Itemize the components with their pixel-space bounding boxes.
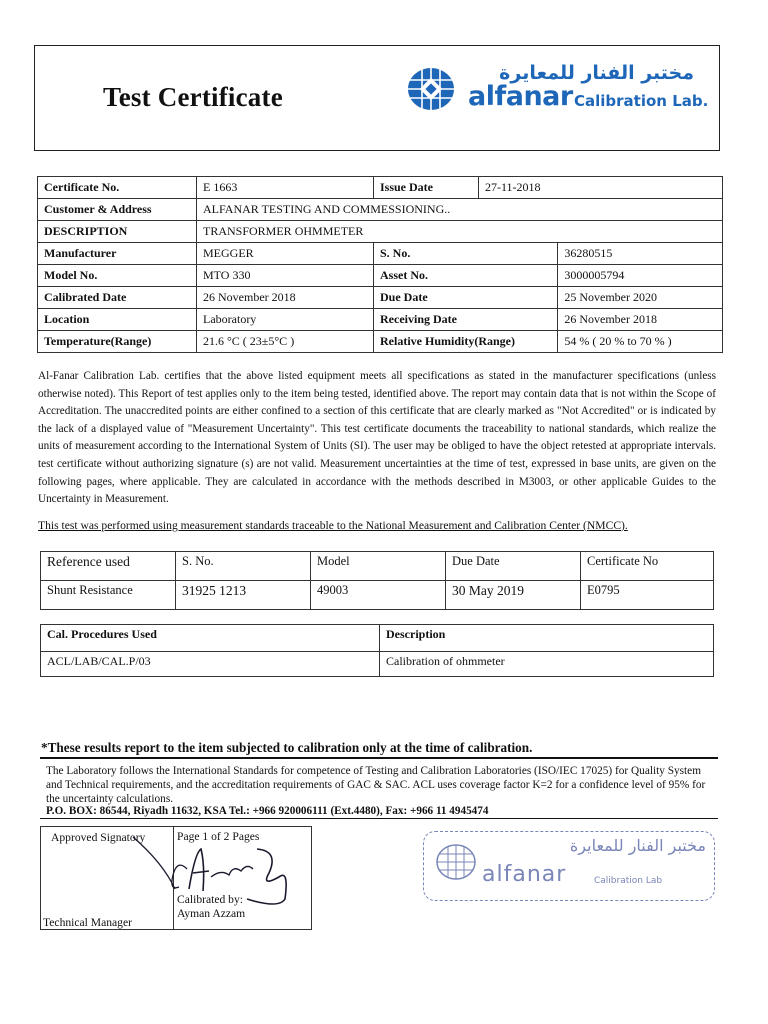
table-row (41, 581, 714, 610)
cell-value: Laboratory (197, 309, 374, 331)
laboratory-statement: The Laboratory follows the International Standards for competence of Testing and Calibration Laboratories (ISO/IEC 17025) for Quality System and Technical requirements, and the accreditation requirements of GAC & SAC. ACL uses coverage factor K=2 for a confidence level of 95% for the uncertainty calculations. (46, 765, 706, 805)
table-row (38, 243, 723, 265)
table-row (38, 331, 723, 353)
cell-label: Asset No. (374, 265, 558, 287)
column-header: Certificate No (581, 552, 714, 581)
table-row (38, 287, 723, 309)
table-row (38, 199, 723, 221)
column-header: Description (380, 625, 714, 652)
cell-value: 27-11-2018 (479, 177, 723, 199)
signature-box (40, 826, 312, 930)
table-cell: 31925 1213 (176, 581, 311, 610)
alfanar-logo (404, 62, 709, 114)
table-cell: 49003 (311, 581, 446, 610)
cell-label: Temperature(Range) (38, 331, 197, 353)
cell-value: 3000005794 (558, 265, 723, 287)
cell-label: Customer & Address (38, 199, 197, 221)
globe-icon (406, 66, 456, 112)
cell-value: 25 November 2020 (558, 287, 723, 309)
technical-manager-label: Technical Manager (43, 916, 132, 929)
stamp-sub: Calibration Lab (594, 876, 663, 886)
logo-arabic-text: مختبر الفنار للمعايرة (499, 62, 694, 84)
cell-label: Receiving Date (374, 309, 558, 331)
cell-value: 26 November 2018 (197, 287, 374, 309)
procedures-table (40, 624, 714, 677)
table-cell: ACL/LAB/CAL.P/03 (41, 652, 380, 677)
table-row (38, 309, 723, 331)
page-title: Test Certificate (103, 82, 283, 112)
table-row (38, 177, 723, 199)
column-header: S. No. (176, 552, 311, 581)
table-cell: 30 May 2019 (446, 581, 581, 610)
cell-value: 26 November 2018 (558, 309, 723, 331)
table-cell: Shunt Resistance (41, 581, 176, 610)
stamp-globe-icon (434, 842, 478, 882)
cell-label: DESCRIPTION (38, 221, 197, 243)
cell-label: Calibrated Date (38, 287, 197, 309)
table-cell: E0795 (581, 581, 714, 610)
cell-label: S. No. (374, 243, 558, 265)
column-header: Due Date (446, 552, 581, 581)
calibration-notice: *These results report to the item subjected to calibration only at the time of calibration. (41, 740, 533, 755)
cell-value: 36280515 (558, 243, 723, 265)
table-row (38, 221, 723, 243)
contact-address: P.O. BOX: 86544, Riyadh 11632, KSA Tel.: +966 920006111 (Ext.4480), Fax: +966 11 4945474 (46, 805, 489, 817)
approved-signatory-label: Approved Signatory (51, 831, 146, 844)
cell-label: Manufacturer (38, 243, 197, 265)
table-header-row (41, 625, 714, 652)
logo-sub: Calibration Lab. (574, 92, 709, 110)
table-header-row (41, 552, 714, 581)
column-header: Model (311, 552, 446, 581)
cell-value: ALFANAR TESTING AND COMMESSIONING.. (197, 199, 723, 221)
cell-value: MEGGER (197, 243, 374, 265)
table-cell: Calibration of ohmmeter (380, 652, 714, 677)
cell-value: TRANSFORMER OHMMETER (197, 221, 723, 243)
stamp-brand: alfanar (482, 862, 567, 887)
column-header: Reference used (41, 552, 176, 581)
nmcc-traceability-line: This test was performed using measurement standards traceable to the National Measurement and Calibration Center (NMCC). (38, 519, 628, 532)
calibrated-by-label: Calibrated by: (177, 893, 244, 906)
column-header: Cal. Procedures Used (41, 625, 380, 652)
cell-value: MTO 330 (197, 265, 374, 287)
divider (40, 818, 718, 819)
stamp-arabic-text: مختبر الفنار للمعايرة (569, 836, 706, 855)
calibrated-by-name: Ayman Azzam (177, 907, 246, 920)
cell-label: Relative Humidity(Range) (374, 331, 558, 353)
divider (40, 757, 718, 759)
logo-brand: alfanar (468, 81, 573, 112)
cell-value: E 1663 (197, 177, 374, 199)
certification-statement: Al-Fanar Calibration Lab. certifies that the above listed equipment meets all specifications as stated in the manufacturer specifications (unless otherwise noted). This Report of test applies only to the item being tested, identified above. The report may contain data that is not within the Scope of Accreditation. The unaccredited points are either confined to a section of this certificate that are clearly marked as "Not Accredited" or is indicated by the lack of a displayed value of "Measurement Uncertainty". This test certificate documents the traceability to national standards, which realize the units of measurement according to the International System of Units (SI). The user may be obliged to have the object retested at appropriate intervals. test certificate without authorizing signature (s) are not valid. Measurement uncertainties at the time of test, expressed in base units, are given on the following pages, where applicable. They are calculated in accordance with the methods described in M3003, or other applicable Guides to the Uncertainty in Measurement. (38, 370, 716, 506)
cell-value: 21.6 °C ( 23±5°C ) (197, 331, 374, 353)
table-row (38, 265, 723, 287)
cell-value: 54 % ( 20 % to 70 % ) (558, 331, 723, 353)
cell-label: Issue Date (374, 177, 479, 199)
cell-label: Model No. (38, 265, 197, 287)
cell-label: Location (38, 309, 197, 331)
cell-label: Certificate No. (38, 177, 197, 199)
cell-label: Due Date (374, 287, 558, 309)
page-indicator: Page 1 of 2 Pages (177, 830, 260, 843)
reference-standards-table (40, 551, 714, 610)
company-stamp (423, 831, 715, 901)
table-row (41, 652, 714, 677)
certificate-info-table (37, 176, 723, 353)
